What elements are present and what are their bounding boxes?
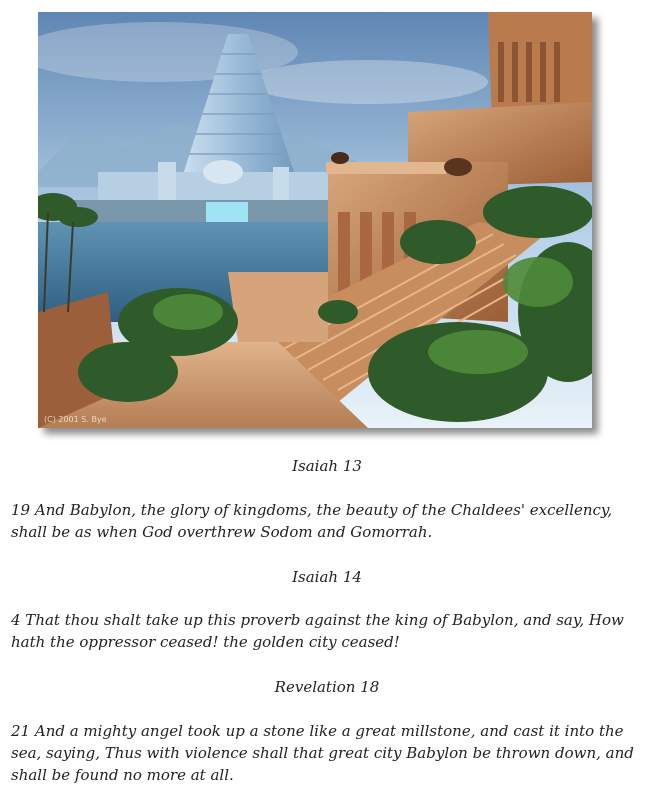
image-credit: (C) 2001 S. Bye <box>44 415 107 424</box>
passage-reference-isaiah-13: Isaiah 13 <box>292 457 362 475</box>
babylon-illustration <box>38 12 592 428</box>
passage-verse-revelation-18: 21 And a mighty angel took up a stone like a great millstone, and cast it into the sea, saying, Thus with violence shall that great city Babylon be thrown down, and shall be found no more at all. <box>11 722 634 784</box>
passage-reference-revelation-18: Revelation 18 <box>274 678 380 696</box>
passage-verse-isaiah-14: 4 That thou shalt take up this proverb against the king of Babylon, and say, How hath the oppressor ceased! the golden city ceased! <box>11 611 624 651</box>
passage-reference-isaiah-14: Isaiah 14 <box>292 568 362 586</box>
passage-verse-isaiah-13: 19 And Babylon, the glory of kingdoms, the beauty of the Chaldees' excellency, shall be as when God overthrew Sodom and Gomorrah. <box>11 501 613 541</box>
